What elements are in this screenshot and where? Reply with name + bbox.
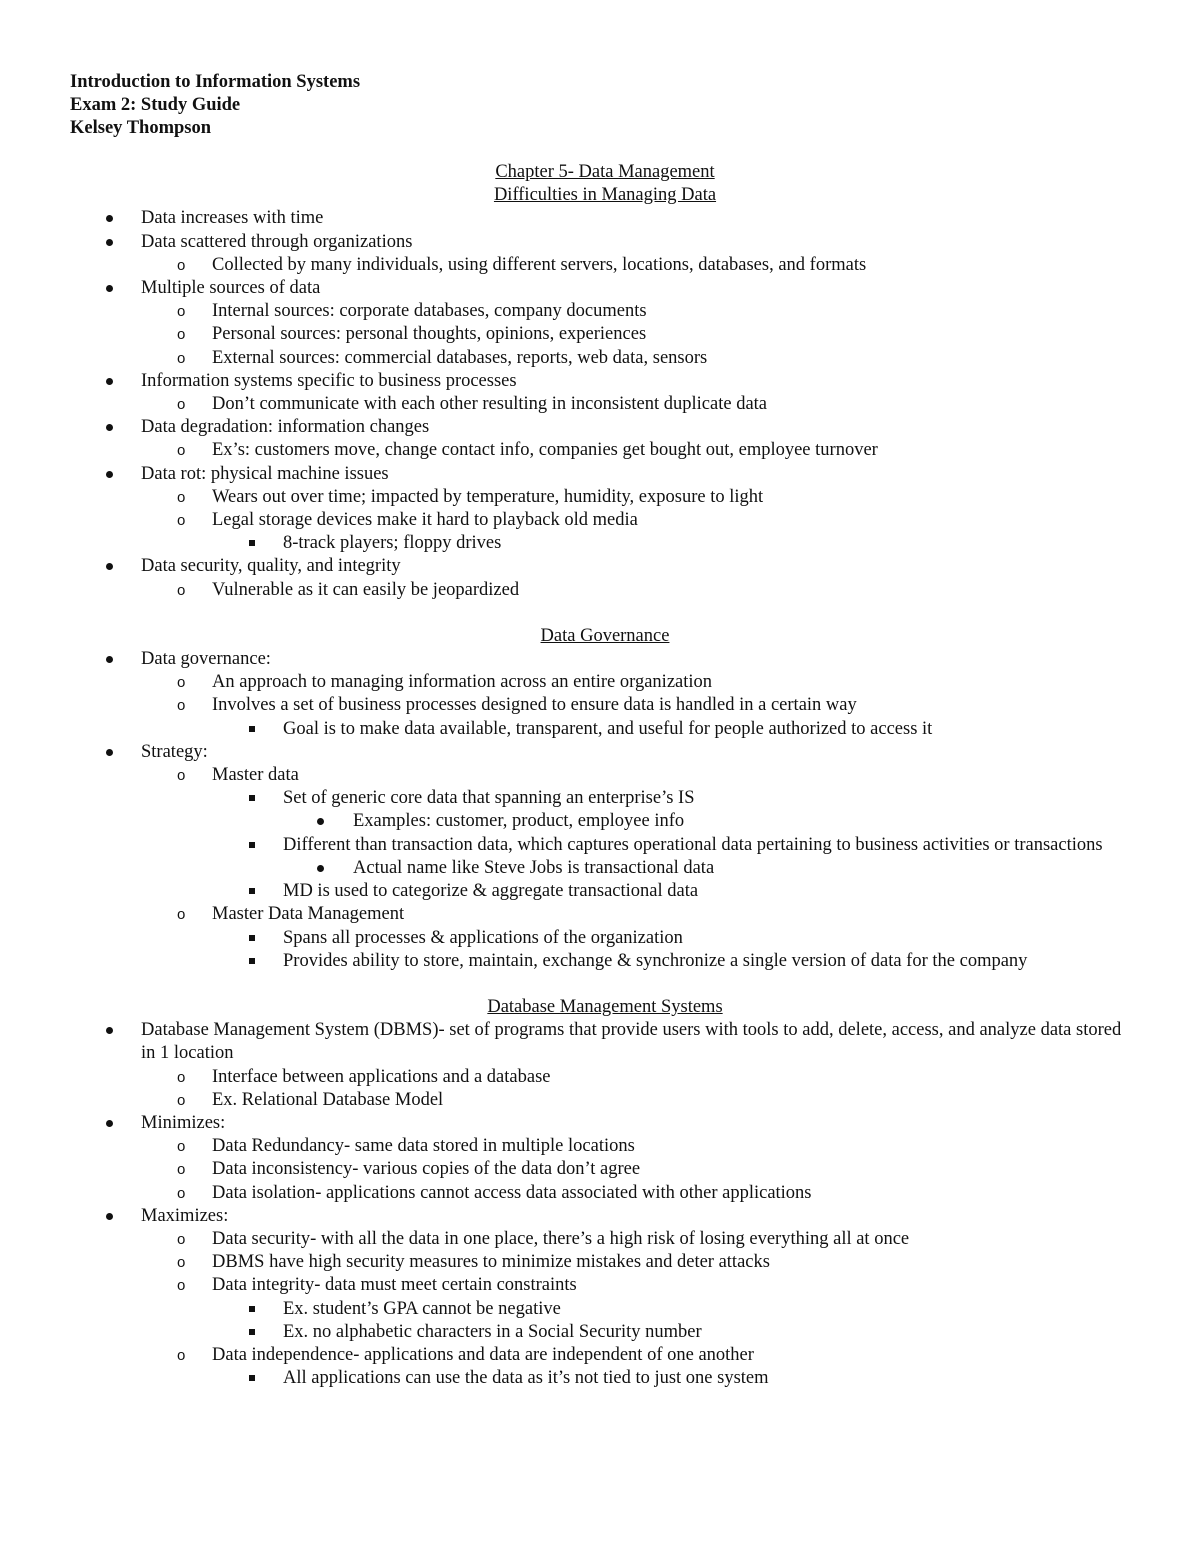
dbms-list (70, 1019, 1140, 1390)
chapter-title: Chapter 5- Data Management (495, 162, 715, 182)
list-item: Ex. no alphabetic characters in a Social Security number (283, 1321, 702, 1342)
document-header (70, 71, 360, 140)
list-item: Strategy: (141, 741, 208, 762)
list-item: Collected by many individuals, using different servers, locations, databases, and formats (212, 254, 867, 275)
list-item: Master Data Management (212, 904, 405, 925)
list-item: Internal sources: corporate databases, company documents (212, 301, 647, 322)
list-item: Data rot: physical machine issues (141, 463, 389, 484)
list-item: Don’t communicate with each other resulting in inconsistent duplicate data (212, 394, 768, 415)
author-name: Kelsey Thompson (70, 118, 212, 138)
list-item: Data integrity- data must meet certain constraints (212, 1275, 577, 1296)
list-item: Ex’s: customers move, change contact info, companies get bought out, employee turnover (212, 440, 878, 461)
list-item: An approach to managing information across an entire organization (212, 672, 713, 693)
list-item: Data degradation: information changes (141, 417, 430, 438)
list-item: Interface between applications and a database (212, 1066, 551, 1087)
list-item: Different than transaction data, which captures operational data pertaining to business activities or transactions (283, 834, 1103, 855)
list-item: Ex. student’s GPA cannot be negative (283, 1298, 561, 1319)
list-item: Maximizes: (141, 1205, 229, 1226)
section-spacer (70, 973, 1140, 996)
list-item: Data inconsistency- various copies of the data don’t agree (212, 1159, 641, 1180)
list-item: Data independence- applications and data are independent of one another (212, 1344, 754, 1365)
list-item: Data scattered through organizations (141, 231, 413, 252)
list-item: MD is used to categorize & aggregate transactional data (283, 881, 699, 902)
list-item: Wears out over time; impacted by temperature, humidity, exposure to light (212, 486, 764, 507)
list-item: Minimizes: (141, 1112, 226, 1133)
section-spacer (70, 602, 1140, 625)
list-item: Actual name like Steve Jobs is transactional data (353, 857, 715, 878)
section-title-dbms: Database Management Systems (487, 996, 723, 1017)
course-title: Introduction to Information Systems (70, 72, 361, 92)
list-item: Provides ability to store, maintain, exchange & synchronize a single version of data for the company (283, 950, 1028, 971)
list-item: Goal is to make data available, transparent, and useful for people authorized to access it (283, 718, 933, 739)
difficulties-list (70, 207, 1140, 601)
list-item: Spans all processes & applications of the organization (283, 927, 683, 948)
list-item: 8-track players; floppy drives (283, 533, 502, 554)
list-item: Vulnerable as it can easily be jeopardized (212, 579, 520, 600)
list-item: Ex. Relational Database Model (212, 1089, 444, 1110)
section-title-governance: Data Governance (540, 625, 670, 646)
list-item: Data isolation- applications cannot access data associated with other applications (212, 1182, 812, 1203)
list-item: Examples: customer, product, employee info (353, 811, 685, 832)
list-item: Information systems specific to business processes (141, 370, 517, 391)
list-item: Database Management System (DBMS)- set of programs that provide users with tools to add, delete, access, and analyze data stored in 1 location (141, 1020, 1122, 1064)
document-body (70, 161, 1140, 1390)
list-item: Data governance: (141, 649, 271, 670)
list-item: Data Redundancy- same data stored in multiple locations (212, 1136, 635, 1157)
exam-title: Exam 2: Study Guide (70, 95, 241, 115)
list-item: Master data (212, 765, 299, 786)
list-item: Data increases with time (141, 208, 324, 229)
list-item: External sources: commercial databases, reports, web data, sensors (212, 347, 708, 368)
section-title-difficulties: Difficulties in Managing Data (493, 185, 717, 206)
list-item: Multiple sources of data (141, 278, 321, 299)
list-item: Data security- with all the data in one place, there’s a high risk of losing everything all at once (212, 1228, 910, 1249)
governance-list (70, 648, 1140, 973)
list-item: Legal storage devices make it hard to playback old media (212, 510, 638, 531)
list-item: DBMS have high security measures to minimize mistakes and deter attacks (212, 1252, 770, 1273)
list-item: Set of generic core data that spanning an enterprise’s IS (283, 788, 695, 809)
list-item: Involves a set of business processes designed to ensure data is handled in a certain way (212, 695, 857, 716)
list-item: Personal sources: personal thoughts, opinions, experiences (212, 324, 647, 345)
list-item: All applications can use the data as it’s not tied to just one system (283, 1368, 769, 1389)
list-item: Data security, quality, and integrity (141, 556, 401, 577)
